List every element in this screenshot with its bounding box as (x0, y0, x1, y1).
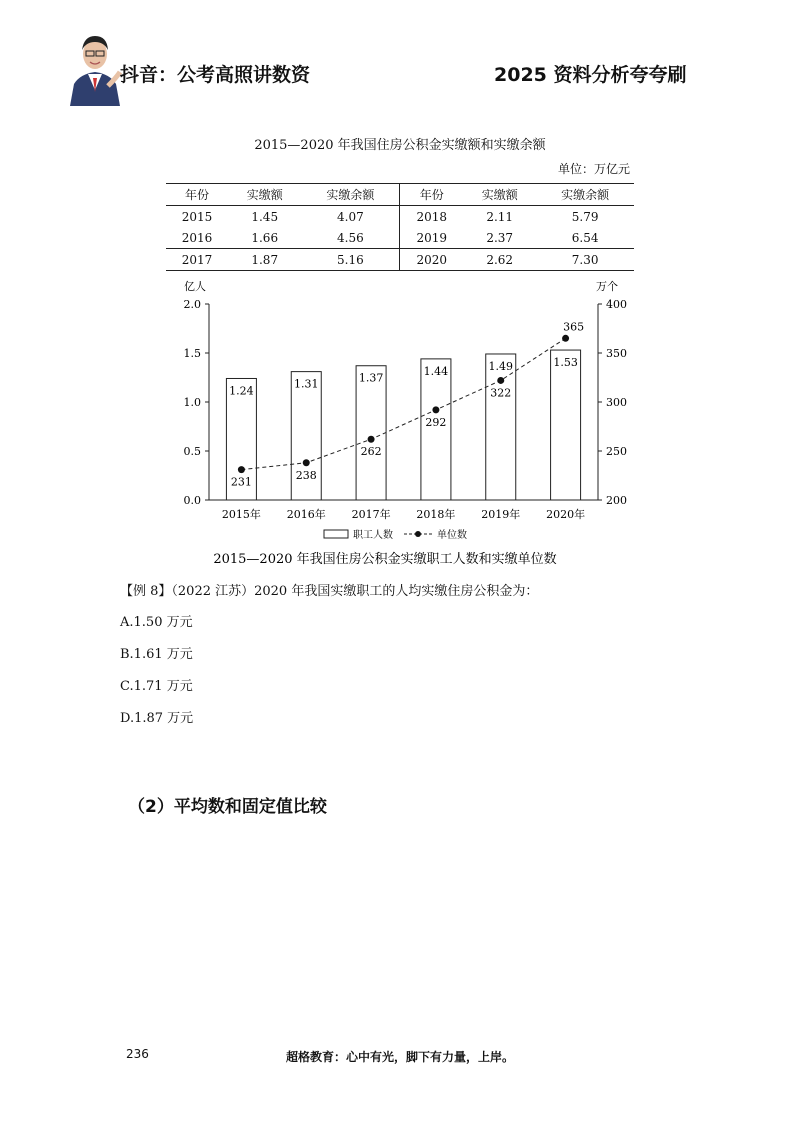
table-unit: 单位：万亿元 (558, 162, 631, 176)
option-d[interactable]: D.1.87 万元 (120, 711, 194, 726)
x-tick-label: 2016年 (286, 508, 326, 521)
table-cell: 4.07 (337, 209, 364, 224)
table-cell: 1.66 (251, 230, 279, 245)
header-cell: 年份 (185, 188, 210, 202)
left-tick-label: 0.5 (183, 445, 201, 458)
table-cell: 2018 (400, 206, 463, 228)
footer-slogan: 超格教育：心中有光，脚下有力量，上岸。 (285, 1050, 514, 1064)
combo-chart (170, 276, 640, 566)
header-right-title: 2025 资料分析夸夸刷 (494, 64, 687, 86)
page-number: 236 (126, 1047, 149, 1061)
legend-line-marker (415, 531, 421, 537)
header-left-title: 抖音：公考高照讲数资 (120, 64, 311, 86)
table-cell: 1.87 (251, 252, 279, 267)
bar-value-label: 1.24 (229, 384, 254, 398)
left-tick-label: 0.0 (183, 494, 201, 507)
x-tick-label: 2018年 (416, 508, 456, 521)
point-units (562, 335, 569, 342)
data-table (166, 183, 634, 271)
point-units (303, 459, 310, 466)
line-units (241, 338, 565, 469)
point-units (497, 377, 504, 384)
bar-employees (486, 354, 516, 500)
point-value-label: 322 (490, 386, 512, 400)
bar-value-label: 1.49 (488, 359, 513, 373)
table-cell: 2016 (181, 230, 213, 245)
table-cell: 4.56 (337, 230, 364, 245)
point-value-label: 365 (563, 320, 585, 334)
point-value-label: 292 (425, 415, 447, 429)
table-row (166, 227, 634, 249)
table-cell: 7.30 (571, 252, 599, 267)
option-b[interactable]: B.1.61 万元 (120, 647, 193, 662)
bar-employees (421, 359, 451, 500)
header-cell: 实缴余额 (326, 188, 375, 202)
table-row (166, 249, 634, 271)
bar-value-label: 1.53 (553, 356, 578, 370)
table-cell: 6.54 (571, 230, 599, 245)
left-axis-unit: 亿人 (184, 280, 206, 293)
right-tick-label: 250 (606, 445, 627, 458)
left-tick-label: 1.5 (183, 347, 201, 360)
legend-bar-label: 职工人数 (353, 530, 393, 541)
x-tick-label: 2019年 (481, 508, 521, 521)
x-tick-label: 2020年 (546, 508, 586, 521)
right-tick-label: 300 (606, 396, 627, 409)
header-cell: 年份 (400, 184, 463, 206)
x-tick-label: 2017年 (351, 508, 391, 521)
chart-title: 2015—2020 年我国住房公积金实缴职工人数和实缴单位数 (213, 552, 557, 566)
header-cell: 实缴余额 (561, 188, 610, 202)
table-cell: 2019 (400, 227, 463, 249)
header-cell: 实缴额 (246, 188, 283, 202)
table-cell: 2017 (181, 252, 213, 267)
presenter-avatar (64, 28, 126, 106)
bar-employees (551, 350, 581, 500)
table-cell: 2.62 (486, 252, 514, 267)
page-header (0, 0, 800, 110)
bar-value-label: 1.44 (423, 364, 449, 378)
table-cell: 1.45 (251, 209, 279, 224)
table-title: 2015—2020 年我国住房公积金实缴额和实缴余额 (254, 138, 546, 153)
right-tick-label: 200 (606, 494, 627, 507)
table-cell: 5.16 (337, 252, 364, 267)
point-units (432, 406, 439, 413)
point-units (238, 466, 245, 473)
left-tick-label: 2.0 (183, 298, 201, 311)
table-cell: 2020 (400, 249, 463, 271)
bar-value-label: 1.37 (358, 371, 384, 385)
legend-bar-swatch (324, 530, 348, 538)
bar-employees (356, 366, 386, 500)
section-heading: （2）平均数和固定值比较 (128, 797, 327, 817)
point-value-label: 231 (230, 475, 252, 489)
table-cell: 2015 (181, 209, 213, 224)
option-c[interactable]: C.1.71 万元 (120, 679, 193, 694)
table-cell: 5.79 (571, 209, 599, 224)
option-a[interactable]: A.1.50 万元 (120, 615, 193, 630)
table-header-row (166, 184, 634, 206)
table-cell: 2.11 (486, 209, 514, 224)
header-cell: 实缴额 (481, 188, 518, 202)
point-value-label: 262 (360, 445, 382, 459)
bar-value-label: 1.31 (294, 377, 319, 391)
right-axis-unit: 万个 (596, 280, 618, 293)
right-tick-label: 400 (606, 298, 627, 311)
table-cell: 2.37 (486, 230, 514, 245)
x-tick-label: 2015年 (221, 508, 261, 521)
point-value-label: 238 (295, 468, 317, 482)
left-tick-label: 1.0 (183, 396, 201, 409)
table-row (166, 206, 634, 228)
question-text: 【例 8】（2022 江苏）2020 年我国实缴职工的人均实缴住房公积金为： (120, 584, 539, 599)
point-units (368, 436, 375, 443)
right-tick-label: 350 (606, 347, 627, 360)
legend-line-label: 单位数 (437, 530, 467, 541)
